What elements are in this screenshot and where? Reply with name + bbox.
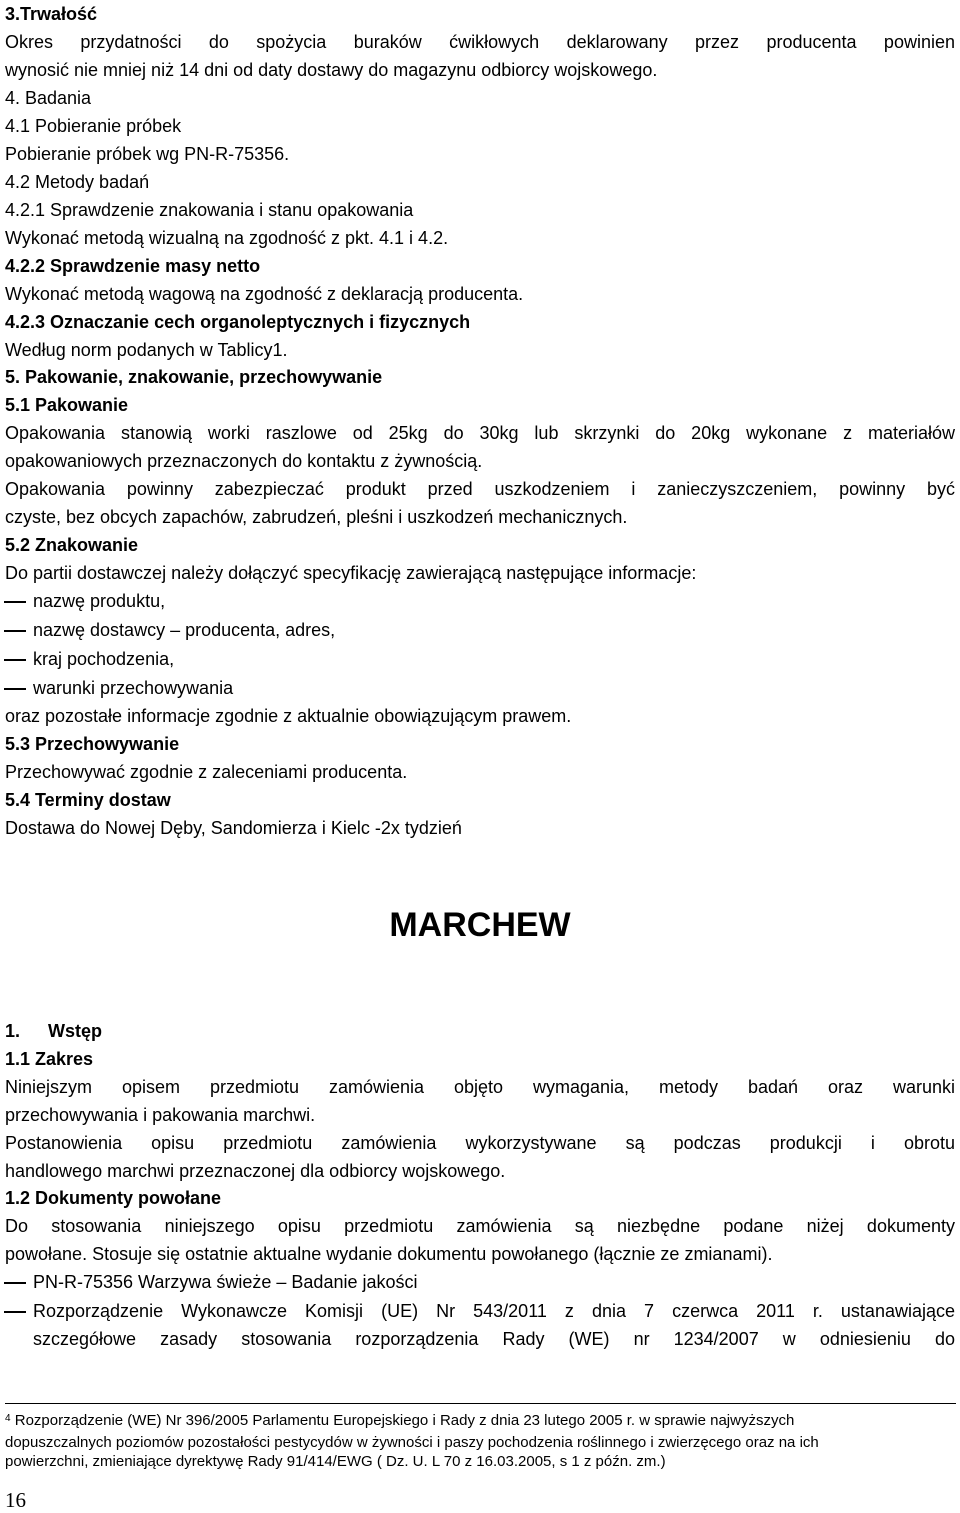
section-5-4-heading: 5.4 Terminy dostaw [5, 790, 171, 810]
footnote-line-3: powierzchni, zmieniające dyrektywę Rady 91/414/EWG ( Dz. U. L 70 z 16.03.2005, s 1 z późn. zm.) [5, 1453, 666, 1470]
section-4-1-text: Pobieranie próbek wg PN-R-75356. [5, 144, 290, 164]
section-4-2-3-text: Według norm podanych w Tablicy1. [5, 340, 288, 360]
marchew-section-1-title: Wstęp [48, 1021, 102, 1041]
marchew-section-1-2-paragraph-line-1: Do stosowania niniejszego opisu przedmiotu zamówienia są niezbędne podane niżej dokumenty [5, 1216, 955, 1236]
marchew-section-1-number: 1. [5, 1021, 21, 1041]
footnote-text-1: Rozporządzenie (WE) Nr 396/2005 Parlamentu Europejskiego i Rady z dnia 23 lutego 2005 r. w sprawie najwyższych [10, 1412, 795, 1429]
marchew-section-1-1-paragraph-b-line-1: Postanowienia opisu przedmiotu zamówienia wykorzystywane są podczas produkcji i obrotu [5, 1133, 955, 1153]
bullet-item-4: warunki przechowywania [33, 678, 234, 698]
section-4-1-heading: 4.1 Pobieranie próbek [5, 116, 182, 136]
section-5-1-heading: 5.1 Pakowanie [5, 395, 129, 415]
marchew-section-1-2-paragraph-line-2: powołane. Stosuje się ostatnie aktualne wydanie dokumentu powołanego (łącznie ze zmianami). [5, 1244, 773, 1264]
section-3-paragraph-line-1: Okres przydatności do spożycia buraków ćwikłowych deklarowany przez producenta powinien [5, 32, 955, 52]
bullet-item-3: kraj pochodzenia, [33, 649, 175, 669]
marchew-section-1-heading [5, 1020, 102, 1042]
marchew-section-1-1-heading: 1.1 Zakres [5, 1049, 94, 1069]
bullet-item-1: nazwę produktu, [33, 591, 166, 611]
bullet-dash-icon [4, 630, 26, 632]
marchew-section-1-1-paragraph-a-line-1: Niniejszym opisem przedmiotu zamówienia objęto wymagania, metody badań oraz warunki [5, 1077, 955, 1097]
page-number: 16 [5, 1488, 26, 1512]
section-5-1-paragraph-a-line-2: opakowaniowych przeznaczonych do kontaktu z żywnością. [5, 451, 483, 471]
section-5-1-paragraph-b-line-1: Opakowania powinny zabezpieczać produkt przed uszkodzeniem i zanieczyszczeniem, powinny być [5, 479, 955, 499]
section-5-3-text: Przechowywać zgodnie z zaleceniami producenta. [5, 762, 408, 782]
section-5-1-paragraph-a-line-1: Opakowania stanowią worki raszlowe od 25kg do 30kg lub skrzynki do 20kg wykonane z materiałów [5, 423, 955, 443]
marchew-title: MARCHEW [389, 906, 571, 944]
document-item-2-line-1: Rozporządzenie Wykonawcze Komisji (UE) Nr 543/2011 z dnia 7 czerwca 2011 r. ustanawiające [33, 1301, 955, 1321]
section-5-4-text: Dostawa do Nowej Dęby, Sandomierza i Kielc -2x tydzień [5, 818, 462, 838]
footnote-line-1 [5, 1412, 794, 1430]
bullet-dash-icon [4, 688, 26, 690]
section-5-1-paragraph-b-line-2: czyste, bez obcych zapachów, zabrudzeń, pleśni i uszkodzeń mechanicznych. [5, 507, 628, 527]
footnote-mark: 4 [5, 1413, 11, 1424]
section-5-2-closing-text: oraz pozostałe informacje zgodnie z aktualnie obowiązującym prawem. [5, 706, 572, 726]
section-5-3-heading: 5.3 Przechowywanie [5, 734, 180, 754]
marchew-section-1-2-heading: 1.2 Dokumenty powołane [5, 1188, 222, 1208]
section-4-2-1-text: Wykonać metodą wizualną na zgodność z pkt. 4.1 i 4.2. [5, 228, 449, 248]
section-4-2-3-heading: 4.2.3 Oznaczanie cech organoleptycznych i fizycznych [5, 312, 471, 332]
bullet-dash-icon [4, 1311, 26, 1313]
bullet-item-2: nazwę dostawcy – producenta, adres, [33, 620, 336, 640]
footnote-line-2: dopuszczalnych poziomów pozostałości pestycydów w żywności i paszy pochodzenia roślinnego i zwierzęcego oraz na ich [5, 1434, 819, 1451]
section-4-2-1-heading: 4.2.1 Sprawdzenie znakowania i stanu opakowania [5, 200, 414, 220]
marchew-section-1-1-paragraph-a-line-2: przechowywania i pakowania marchwi. [5, 1105, 316, 1125]
section-3-heading: 3.Trwałość [5, 4, 98, 24]
section-4-2-2-heading: 4.2.2 Sprawdzenie masy netto [5, 256, 261, 276]
marchew-section-1-1-paragraph-b-line-2: handlowego marchwi przeznaczonej dla odbiorcy wojskowego. [5, 1161, 506, 1181]
bullet-dash-icon [4, 1282, 26, 1284]
document-item-2-line-2: szczegółowe zasady stosowania rozporządzenia Rady (WE) nr 1234/2007 w odniesieniu do [33, 1329, 955, 1349]
section-5-2-heading: 5.2 Znakowanie [5, 535, 139, 555]
bullet-dash-icon [4, 659, 26, 661]
section-4-2-2-text: Wykonać metodą wagową na zgodność z deklaracją producenta. [5, 284, 524, 304]
section-4-heading: 4. Badania [5, 88, 92, 108]
section-5-2-text: Do partii dostawczej należy dołączyć specyfikację zawierającą następujące informacje: [5, 563, 697, 583]
section-3-paragraph-line-2: wynosić nie mniej niż 14 dni od daty dostawy do magazynu odbiorcy wojskowego. [5, 60, 658, 80]
section-4-2-heading: 4.2 Metody badań [5, 172, 150, 192]
bullet-dash-icon [4, 601, 26, 603]
section-5-heading: 5. Pakowanie, znakowanie, przechowywanie [5, 367, 383, 387]
footnote-divider [5, 1403, 956, 1404]
document-item-1: PN-R-75356 Warzywa świeże – Badanie jakości [33, 1272, 418, 1292]
